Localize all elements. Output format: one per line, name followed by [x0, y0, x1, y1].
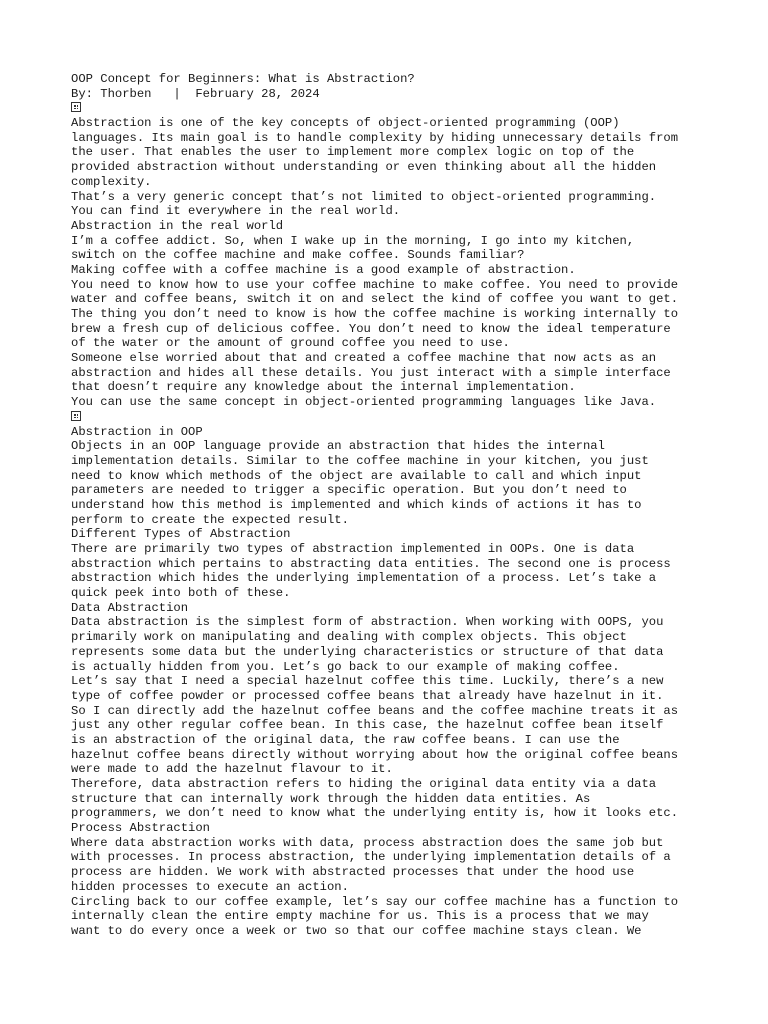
- body-line: You need to know how to use your coffee machine to make coffee. You need to provide: [71, 277, 679, 292]
- body-line: I’m a coffee addict. So, when I wake up in the morning, I go into my kitchen,: [71, 233, 635, 248]
- body-line: parameters are needed to trigger a specific operation. But you don’t need to: [71, 483, 627, 498]
- body-line: internally clean the entire empty machine for us. This is a process that we may: [71, 909, 649, 924]
- body-line: understand how this method is implemented and which kinds of actions it has to: [71, 497, 642, 512]
- body-line: Data abstraction is the simplest form of abstraction. When working with OOPS, you: [71, 615, 664, 630]
- body-line: of the water or the amount of ground coffee you need to use.: [71, 336, 510, 351]
- body-line: is actually hidden from you. Let’s go back to our example of making coffee.: [71, 659, 620, 674]
- missing-glyph-icon: [71, 411, 81, 421]
- body-line: Therefore, data abstraction refers to hiding the original data entity via a data: [71, 777, 657, 791]
- body-line: Objects in an OOP language provide an abstraction that hides the internal: [71, 439, 605, 454]
- body-line: Abstraction in OOP: [71, 424, 203, 439]
- body-line: implementation details. Similar to the coffee machine in your kitchen, you just: [71, 453, 649, 468]
- body-line: just any other regular coffee bean. In this case, the hazelnut coffee bean itself: [71, 718, 664, 733]
- document-page: [71, 72, 731, 939]
- body-line: quick peek into both of these.: [71, 586, 291, 601]
- body-line: You can find it everywhere in the real world.: [71, 204, 401, 219]
- body-line: Where data abstraction works with data, process abstraction does the same job but: [71, 835, 664, 850]
- article-title: OOP Concept for Beginners: What is Abstraction?: [71, 72, 415, 86]
- body-line: That’s a very generic concept that’s not limited to object-oriented programming.: [71, 189, 657, 204]
- body-line: Let’s say that I need a special hazelnut coffee this time. Luckily, there’s a new: [71, 674, 664, 689]
- placeholder-glyph-line: [71, 101, 731, 116]
- article-body-part-2: [71, 425, 731, 939]
- body-line: want to do every once a week or two so that our coffee machine stays clean. We: [71, 923, 642, 938]
- body-line: need to know which methods of the object are available to call and which input: [71, 468, 642, 483]
- body-line: hazelnut coffee beans directly without worrying about how the original coffee beans: [71, 747, 679, 762]
- body-line: primarily work on manipulating and dealing with complex objects. This object: [71, 630, 627, 645]
- body-line: Abstraction is one of the key concepts of object-oriented programming (OOP): [71, 116, 620, 131]
- body-line: that doesn’t require any knowledge about the internal implementation.: [71, 380, 576, 395]
- body-line: abstraction which hides the underlying implementation of a process. Let’s take a: [71, 571, 657, 586]
- body-line: Circling back to our coffee example, let’s say our coffee machine has a function to: [71, 894, 679, 909]
- body-line: There are primarily two types of abstraction implemented in OOPs. One is data: [71, 542, 635, 556]
- body-line: the user. That enables the user to implement more complex logic on top of the: [71, 145, 635, 160]
- body-line: structure that can internally work through the hidden data entities. As: [71, 791, 591, 806]
- article-body-part-1: [71, 116, 731, 410]
- body-line: were made to add the hazelnut flavour to it.: [71, 762, 393, 777]
- byline: By: Thorben | February 28, 2024: [71, 86, 320, 101]
- body-line: abstraction and hides all these details. You just interact with a simple interface: [71, 365, 671, 380]
- body-line: with processes. In process abstraction, the underlying implementation details of a: [71, 850, 671, 865]
- body-line: switch on the coffee machine and make coffee. Sounds familiar?: [71, 248, 525, 263]
- body-line: You can use the same concept in object-oriented programming languages like Java.: [71, 395, 657, 410]
- body-line: programmers, we don’t need to know what the underlying entity is, how it looks etc.: [71, 806, 679, 821]
- body-line: Process Abstraction: [71, 821, 210, 836]
- body-line: Making coffee with a coffee machine is a good example of abstraction.: [71, 262, 576, 277]
- body-line: Abstraction in the real world: [71, 218, 284, 233]
- placeholder-glyph-line: [71, 410, 731, 425]
- body-line: The thing you don’t need to know is how the coffee machine is working internally to: [71, 307, 679, 321]
- body-line: type of coffee powder or processed coffee beans that already have hazelnut in it.: [71, 688, 664, 703]
- body-line: perform to create the expected result.: [71, 512, 349, 527]
- body-line: brew a fresh cup of delicious coffee. You don’t need to know the ideal temperature: [71, 321, 671, 336]
- missing-glyph-icon: [71, 102, 81, 112]
- body-line: hidden processes to execute an action.: [71, 879, 349, 894]
- body-line: represents some data but the underlying characteristics or structure of that data: [71, 644, 664, 659]
- body-line: Data Abstraction: [71, 600, 189, 615]
- body-line: languages. Its main goal is to handle complexity by hiding unnecessary details from: [71, 130, 679, 145]
- body-line: Someone else worried about that and created a coffee machine that now acts as an: [71, 351, 657, 366]
- body-line: abstraction which pertains to abstracting data entities. The second one is process: [71, 556, 671, 571]
- body-line: water and coffee beans, switch it on and select the kind of coffee you want to get.: [71, 292, 679, 307]
- body-line: Different Types of Abstraction: [71, 527, 291, 542]
- body-line: complexity.: [71, 174, 152, 189]
- body-line: is an abstraction of the original data, the raw coffee beans. I can use the: [71, 732, 620, 747]
- body-line: provided abstraction without understanding or even thinking about all the hidden: [71, 160, 657, 175]
- body-line: process are hidden. We work with abstracted processes that under the hood use: [71, 865, 635, 880]
- body-line: So I can directly add the hazelnut coffee beans and the coffee machine treats it as: [71, 703, 679, 718]
